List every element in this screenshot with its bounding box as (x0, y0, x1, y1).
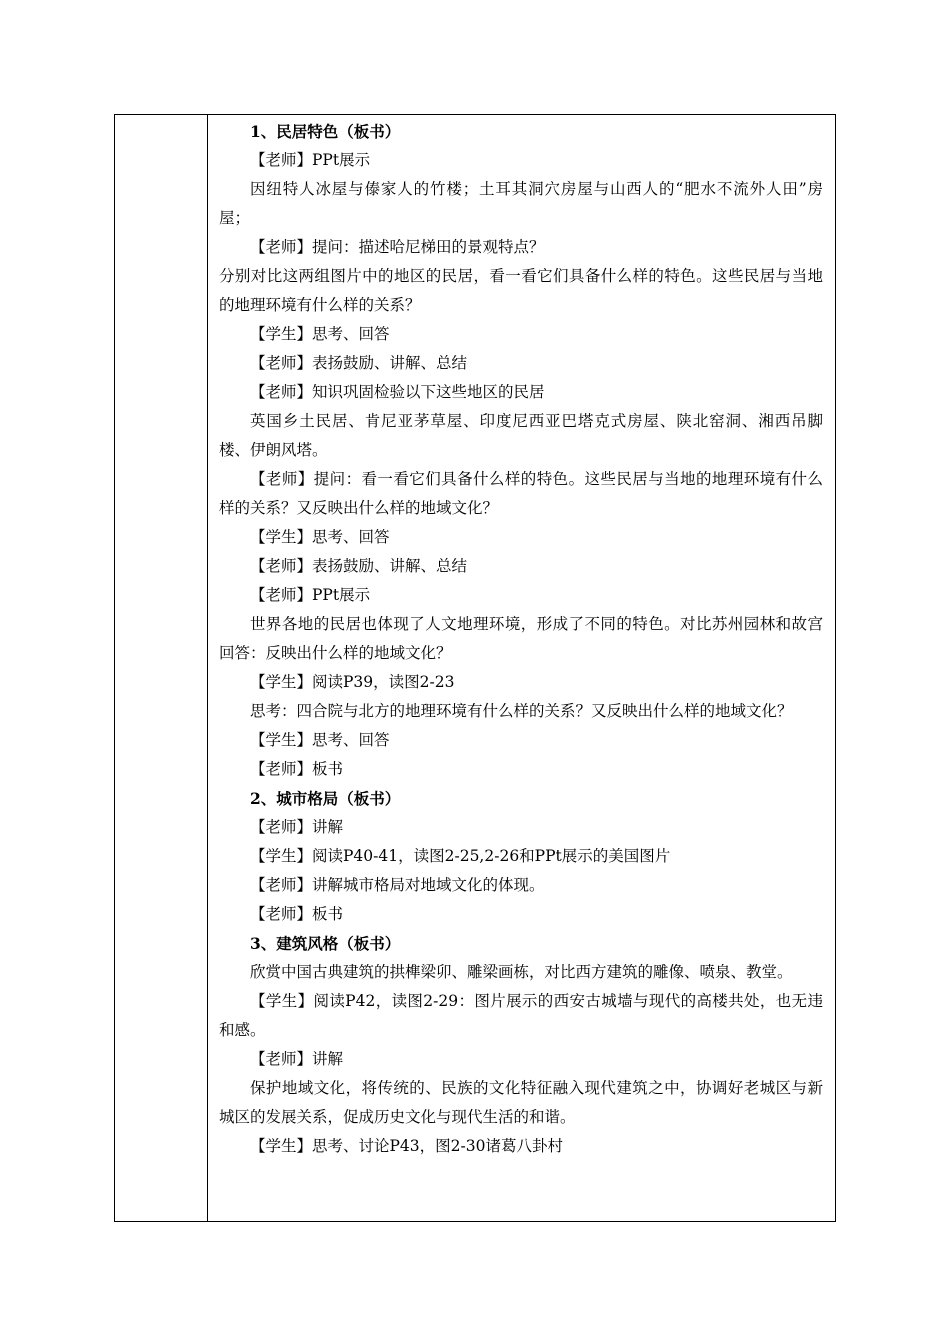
paragraph: 【学生】思考、回答 (250, 731, 390, 749)
paragraph: 【学生】思考、回答 (250, 325, 390, 343)
section-heading: 2、城市格局（板书） (250, 789, 401, 808)
table-left-cell (115, 115, 208, 1221)
paragraph: 【老师】提问：看一看它们具备什么样的特色。这些民居与当地的地理环境有什么样的关系？又反映出什么样的地域文化？ (219, 470, 823, 517)
paragraph: 【学生】思考、讨论P43，图2-30诸葛八卦村 (250, 1137, 563, 1155)
paragraph: 【老师】讲解城市格局对地域文化的体现。 (250, 876, 545, 894)
lesson-table (114, 114, 836, 1222)
paragraph: 【老师】知识巩固检验以下这些地区的民居 (250, 383, 545, 401)
paragraph: 思考：四合院与北方的地理环境有什么样的关系？又反映出什么样的地域文化？ (250, 702, 793, 720)
paragraph: 欣赏中国古典建筑的拱榫梁卯、雕梁画栋，对比西方建筑的雕像、喷泉、教堂。 (250, 963, 793, 981)
paragraph: 【老师】PPt展示 (250, 586, 371, 604)
paragraph: 【老师】板书 (250, 760, 344, 778)
paragraph: 【老师】讲解 (250, 1050, 344, 1068)
paragraph: 【老师】提问：描述哈尼梯田的景观特点？ (250, 238, 545, 256)
section-heading: 3、建筑风格（板书） (250, 934, 401, 953)
paragraph: 【老师】讲解 (250, 818, 344, 836)
paragraph: 【老师】表扬鼓励、讲解、总结 (250, 354, 468, 372)
paragraph: 保护地域文化，将传统的、民族的文化特征融入现代建筑之中，协调好老城区与新城区的发展关系，促成历史文化与现代生活的和谐。 (219, 1079, 823, 1126)
paragraph: 英国乡土民居、肯尼亚茅草屋、印度尼西亚巴塔克式房屋、陕北窑洞、湘西吊脚楼、伊朗风塔。 (219, 412, 823, 459)
paragraph: 【学生】阅读P42，读图2-29：图片展示的西安古城墙与现代的高楼共处，也无违和感。 (219, 992, 823, 1039)
paragraph: 【老师】PPt展示 (250, 151, 371, 169)
table-content-cell (209, 115, 835, 1221)
paragraph: 【学生】思考、回答 (250, 528, 390, 546)
paragraph: 世界各地的民居也体现了人文地理环境，形成了不同的特色。对比苏州园林和故宫回答：反映出什么样的地域文化？ (219, 615, 823, 662)
paragraph: 因纽特人冰屋与傣家人的竹楼；土耳其洞穴房屋与山西人的“肥水不流外人田”房屋； (219, 180, 823, 227)
paragraph: 【学生】阅读P39，读图2-23 (250, 673, 455, 691)
section-heading: 1、民居特色（板书） (250, 122, 401, 141)
paragraph: 分别对比这两组图片中的地区的民居，看一看它们具备什么样的特色。这些民居与当地的地理环境有什么样的关系？ (219, 267, 823, 314)
paragraph: 【老师】板书 (250, 905, 344, 923)
paragraph: 【学生】阅读P40-41，读图2-25,2-26和PPt展示的美国图片 (250, 847, 671, 865)
paragraph: 【老师】表扬鼓励、讲解、总结 (250, 557, 468, 575)
